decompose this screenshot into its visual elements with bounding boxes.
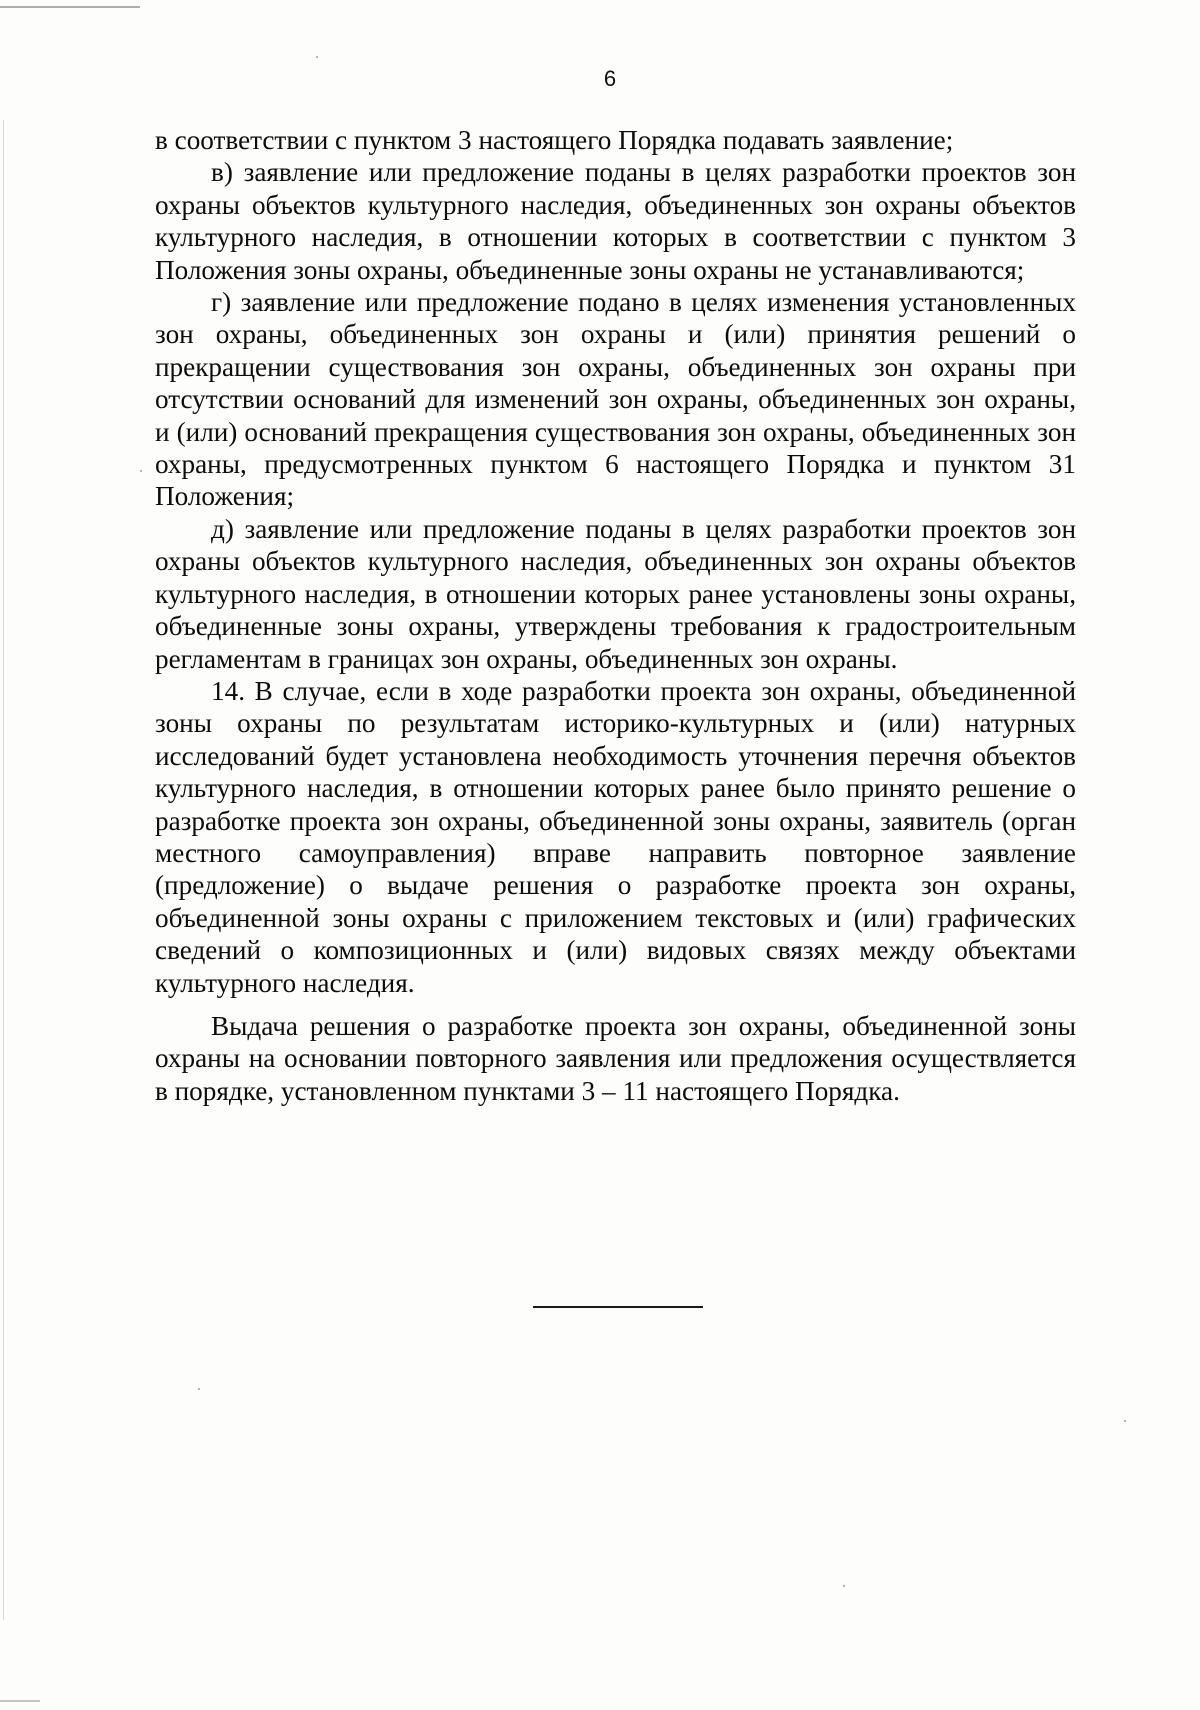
paragraph-item-v: в) заявление или предложение поданы в целях разработки проектов зон охраны объектов культурного наследия, объединенных зон охраны объектов культурного наследия, в отношении которых в соответствии с пунктом 3 Положения зоны охраны, объединенные зоны охраны не устанавливаются; xyxy=(155,157,1076,285)
scan-edge-mark xyxy=(3,120,4,1620)
paragraph-closing: Выдача решения о разработке проекта зон охраны, объединенной зоны охраны на основании повторного заявления или предложения осуществляется в порядке, установленном пунктами 3 – 11 настоящего Порядка. xyxy=(155,1010,1076,1106)
end-of-document-rule xyxy=(533,1306,703,1308)
paragraph-item-d: д) заявление или предложение поданы в целях разработки проектов зон охраны объектов культурного наследия, объединенных зон охраны объектов культурного наследия, в отношении которых ранее установлены зоны охраны, объединенные зоны охраны, утверждены требования к градостроительным регламентам в границах зон охраны, объединенных зон охраны. xyxy=(155,513,1076,674)
scan-speck xyxy=(316,56,318,58)
paragraph-continuation: в соответствии с пунктом 3 настоящего Порядка подавать заявление; xyxy=(155,125,954,155)
document-body xyxy=(155,124,1076,1107)
scan-speck xyxy=(140,470,142,472)
scan-speck xyxy=(198,1388,200,1390)
scan-edge-mark xyxy=(0,6,140,8)
page-number: 6 xyxy=(603,66,617,91)
scan-speck xyxy=(1124,1420,1126,1422)
paragraph-item-g: г) заявление или предложение подано в целях изменения установленных зон охраны, объединенных зон охраны и (или) принятия решений о прекращении существования зон охраны, объединенных зон охраны при отсутствии оснований для изменений зон охраны, объединенных зон охраны, и (или) оснований прекращения существования зон охраны, объединенных зон охраны, предусмотренных пунктом 6 настоящего Порядка и пунктом 31 Положения; xyxy=(155,287,1076,512)
scan-speck xyxy=(843,1585,845,1587)
paragraph-clause-14: 14. В случае, если в ходе разработки проекта зон охраны, объединенной зоны охраны по результатам историко-культурных и (или) натурных исследований будет установлена необходимость уточнения перечня объектов культурного наследия, в отношении которых ранее было принято решение о разработке проекта зон охраны, объединенной зоны охраны, заявитель (орган местного самоуправления) вправе направить повторное заявление (предложение) о выдаче решения о разработке проекта зон охраны, объединенной зоны охраны с приложением текстовых и (или) графических сведений о композиционных и (или) видовых связях между объектами культурного наследия. xyxy=(155,675,1076,998)
scan-edge-mark xyxy=(0,1700,40,1702)
